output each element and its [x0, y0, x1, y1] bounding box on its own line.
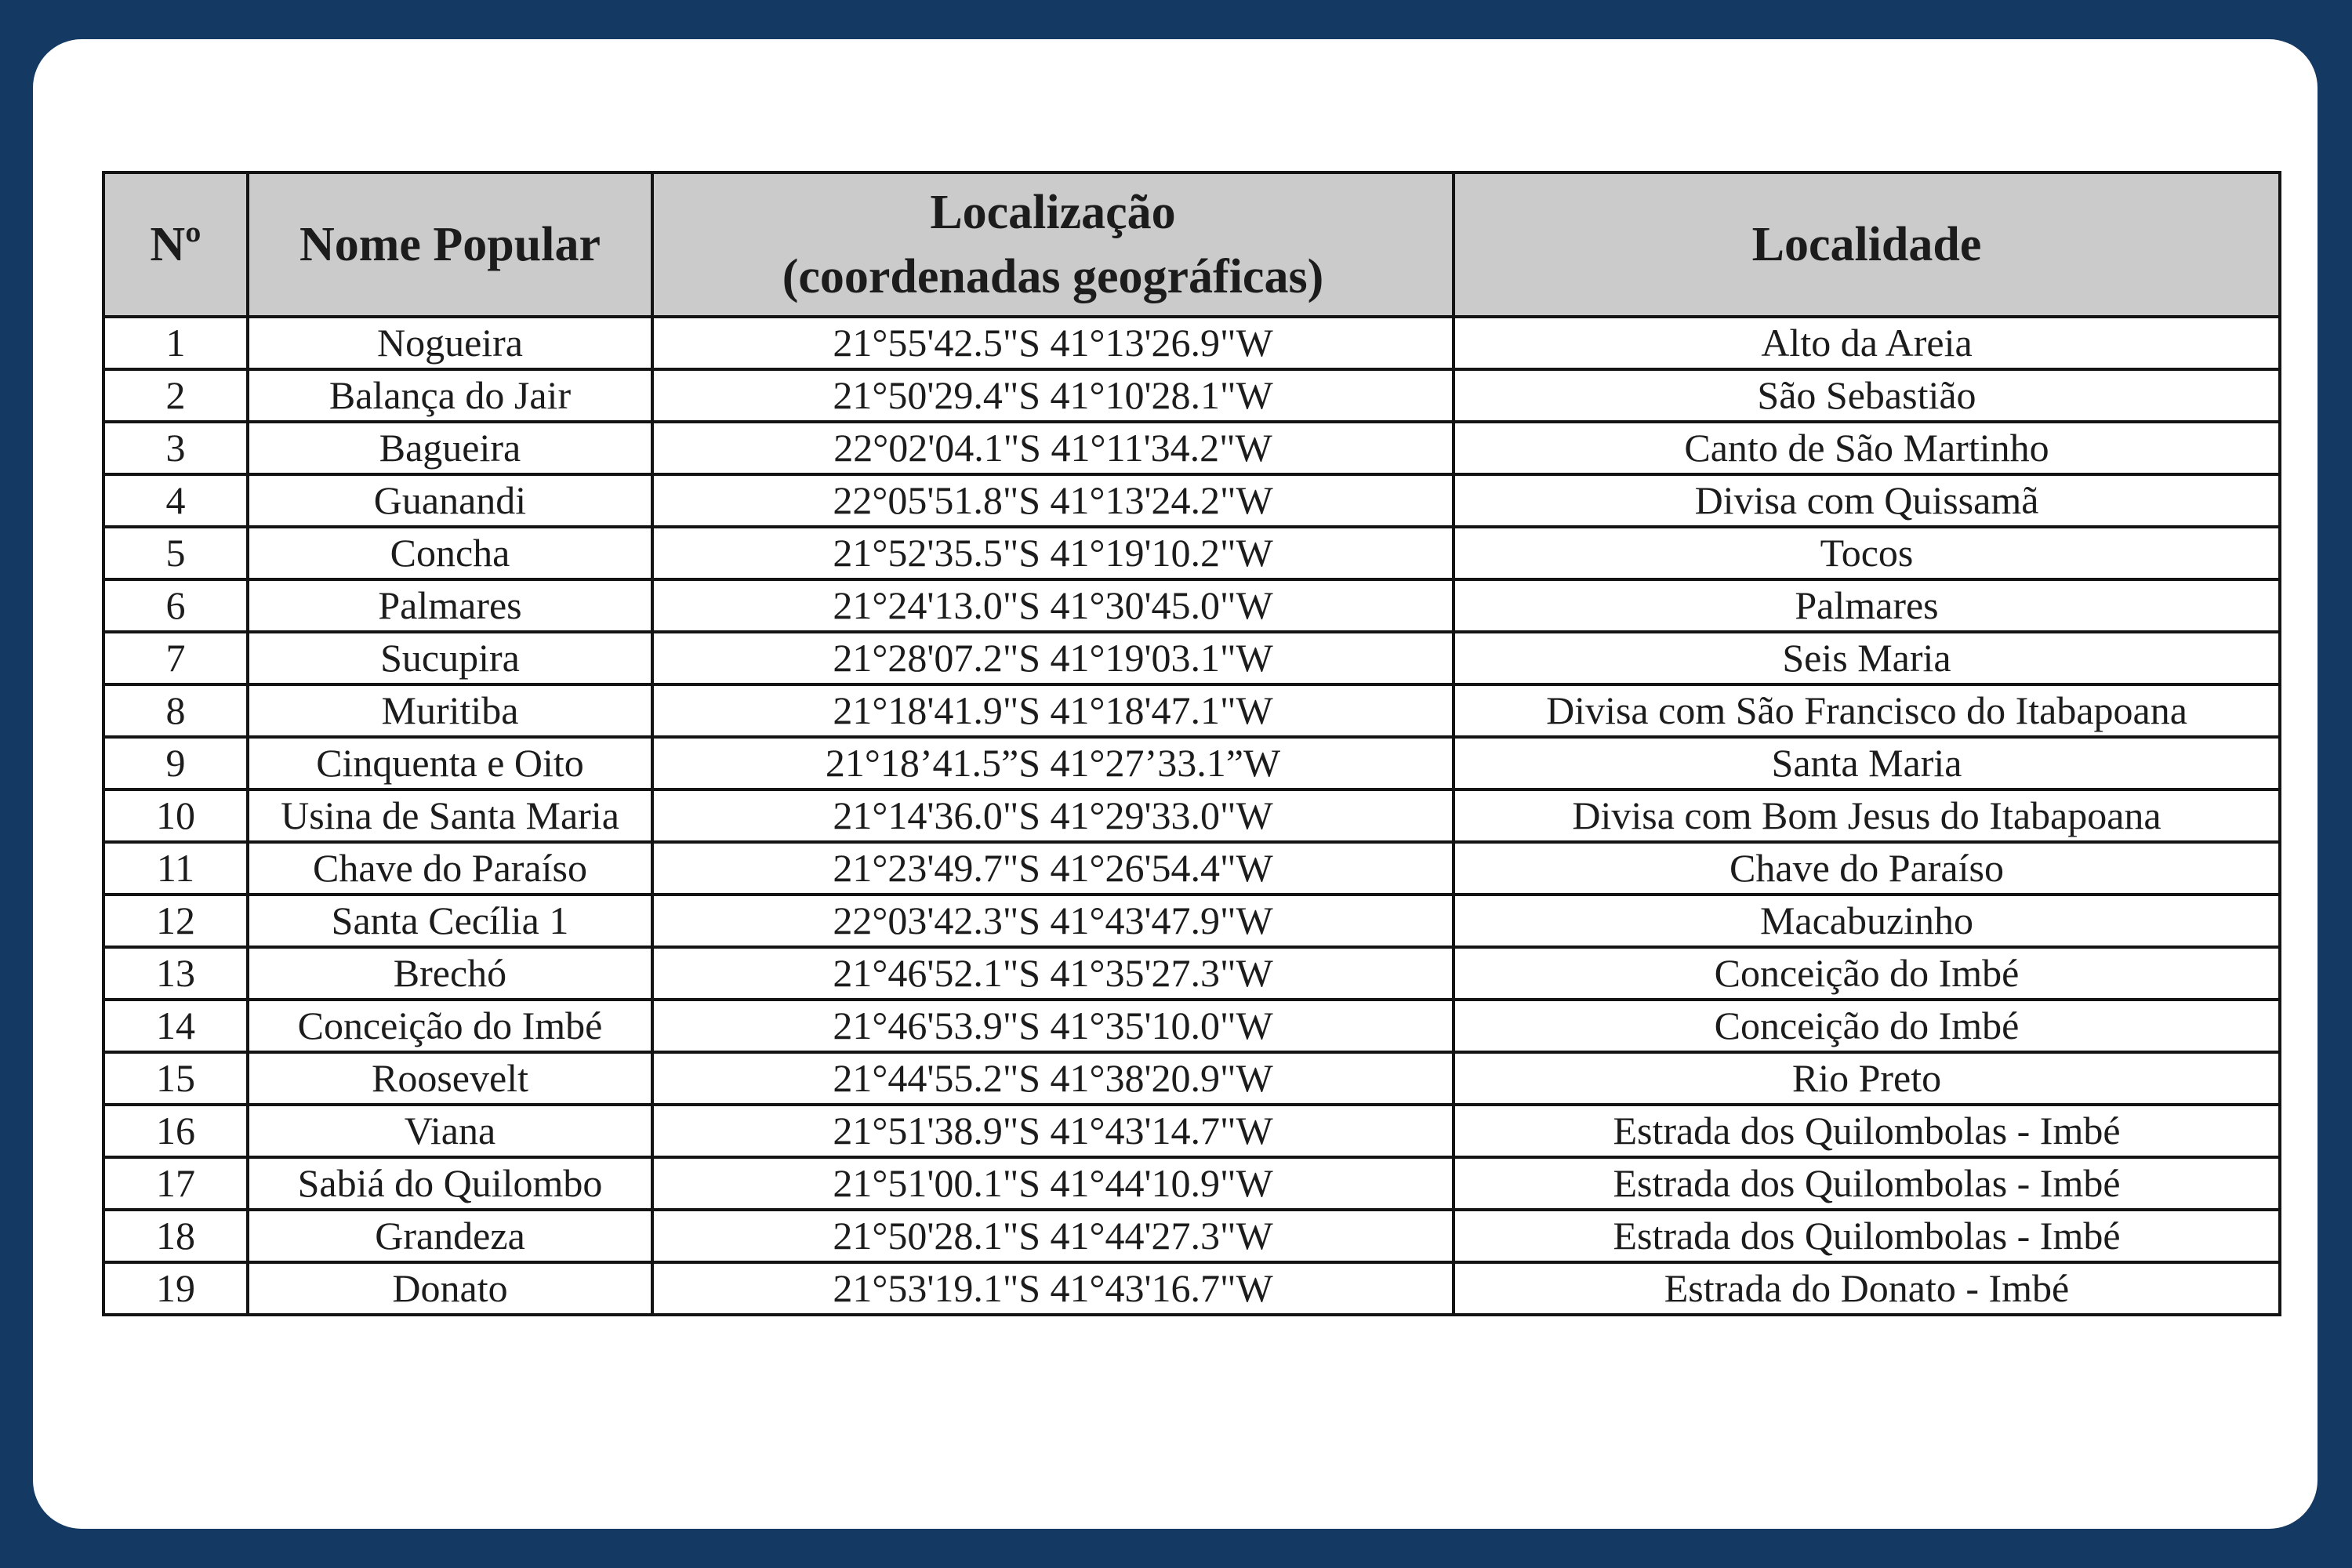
cell-popular-name: Brechó — [248, 947, 652, 1000]
header-location-line2: (coordenadas geográficas) — [782, 250, 1324, 303]
header-locality: Localidade — [1454, 172, 2280, 317]
table-row — [103, 369, 2280, 422]
header-number: Nº — [103, 172, 248, 317]
table-row — [103, 1210, 2280, 1262]
cell-locality: Divisa com Bom Jesus do Itabapoana — [1454, 789, 2280, 842]
cell-coordinates: 21°18’41.5”S 41°27’33.1”W — [652, 737, 1454, 789]
table-row — [103, 474, 2280, 527]
cell-number: 7 — [103, 632, 248, 684]
data-table — [102, 171, 2281, 1316]
cell-number: 6 — [103, 579, 248, 632]
cell-locality: Tocos — [1454, 527, 2280, 579]
cell-number: 14 — [103, 1000, 248, 1052]
cell-coordinates: 21°55'42.5"S 41°13'26.9"W — [652, 317, 1454, 369]
table-row — [103, 1262, 2280, 1315]
table-row — [103, 1052, 2280, 1105]
cell-popular-name: Donato — [248, 1262, 652, 1315]
header-location — [652, 172, 1454, 317]
cell-popular-name: Nogueira — [248, 317, 652, 369]
header-popular-name: Nome Popular — [248, 172, 652, 317]
cell-number: 19 — [103, 1262, 248, 1315]
table-header — [103, 172, 2280, 317]
cell-number: 4 — [103, 474, 248, 527]
cell-popular-name: Palmares — [248, 579, 652, 632]
table-row — [103, 1000, 2280, 1052]
cell-locality: Estrada dos Quilombolas - Imbé — [1454, 1105, 2280, 1157]
table-row — [103, 1157, 2280, 1210]
cell-locality: Divisa com São Francisco do Itabapoana — [1454, 684, 2280, 737]
cell-popular-name: Conceição do Imbé — [248, 1000, 652, 1052]
cell-locality: Estrada dos Quilombolas - Imbé — [1454, 1210, 2280, 1262]
cell-locality: Estrada dos Quilombolas - Imbé — [1454, 1157, 2280, 1210]
cell-coordinates: 21°46'53.9"S 41°35'10.0"W — [652, 1000, 1454, 1052]
cell-number: 17 — [103, 1157, 248, 1210]
cell-locality: Seis Maria — [1454, 632, 2280, 684]
cell-number: 3 — [103, 422, 248, 474]
cell-locality: Conceição do Imbé — [1454, 947, 2280, 1000]
table-row — [103, 579, 2280, 632]
cell-locality: Alto da Areia — [1454, 317, 2280, 369]
cell-popular-name: Bagueira — [248, 422, 652, 474]
cell-popular-name: Viana — [248, 1105, 652, 1157]
cell-number: 12 — [103, 895, 248, 947]
cell-number: 2 — [103, 369, 248, 422]
table-row — [103, 895, 2280, 947]
cell-number: 15 — [103, 1052, 248, 1105]
cell-number: 8 — [103, 684, 248, 737]
cell-coordinates: 21°51'00.1"S 41°44'10.9"W — [652, 1157, 1454, 1210]
cell-coordinates: 22°03'42.3"S 41°43'47.9"W — [652, 895, 1454, 947]
cell-popular-name: Cinquenta e Oito — [248, 737, 652, 789]
cell-number: 1 — [103, 317, 248, 369]
cell-popular-name: Guanandi — [248, 474, 652, 527]
cell-number: 13 — [103, 947, 248, 1000]
header-row — [103, 172, 2280, 317]
cell-popular-name: Roosevelt — [248, 1052, 652, 1105]
cell-coordinates: 21°44'55.2"S 41°38'20.9"W — [652, 1052, 1454, 1105]
cell-coordinates: 21°50'29.4"S 41°10'28.1"W — [652, 369, 1454, 422]
table-row — [103, 684, 2280, 737]
cell-popular-name: Concha — [248, 527, 652, 579]
cell-number: 9 — [103, 737, 248, 789]
table-row — [103, 789, 2280, 842]
cell-number: 5 — [103, 527, 248, 579]
table-row — [103, 947, 2280, 1000]
cell-number: 16 — [103, 1105, 248, 1157]
cell-coordinates: 21°28'07.2"S 41°19'03.1"W — [652, 632, 1454, 684]
cell-coordinates: 21°53'19.1"S 41°43'16.7"W — [652, 1262, 1454, 1315]
cell-coordinates: 21°24'13.0"S 41°30'45.0"W — [652, 579, 1454, 632]
cell-coordinates: 21°14'36.0"S 41°29'33.0"W — [652, 789, 1454, 842]
cell-coordinates: 22°05'51.8"S 41°13'24.2"W — [652, 474, 1454, 527]
cell-number: 11 — [103, 842, 248, 895]
cell-popular-name: Usina de Santa Maria — [248, 789, 652, 842]
cell-locality: Divisa com Quissamã — [1454, 474, 2280, 527]
document-card — [33, 39, 2318, 1529]
cell-popular-name: Sucupira — [248, 632, 652, 684]
cell-coordinates: 21°23'49.7"S 41°26'54.4"W — [652, 842, 1454, 895]
table-row — [103, 527, 2280, 579]
header-location-line1: Localização — [930, 186, 1176, 239]
table-body — [103, 317, 2280, 1315]
cell-locality: Macabuzinho — [1454, 895, 2280, 947]
cell-popular-name: Balança do Jair — [248, 369, 652, 422]
table-row — [103, 317, 2280, 369]
cell-locality: Canto de São Martinho — [1454, 422, 2280, 474]
cell-popular-name: Grandeza — [248, 1210, 652, 1262]
table-row — [103, 1105, 2280, 1157]
cell-popular-name: Chave do Paraíso — [248, 842, 652, 895]
cell-popular-name: Santa Cecília 1 — [248, 895, 652, 947]
table-row — [103, 737, 2280, 789]
cell-locality: Palmares — [1454, 579, 2280, 632]
cell-coordinates: 22°02'04.1"S 41°11'34.2"W — [652, 422, 1454, 474]
cell-coordinates: 21°52'35.5"S 41°19'10.2"W — [652, 527, 1454, 579]
cell-locality: São Sebastião — [1454, 369, 2280, 422]
table-row — [103, 422, 2280, 474]
cell-locality: Santa Maria — [1454, 737, 2280, 789]
cell-coordinates: 21°51'38.9"S 41°43'14.7"W — [652, 1105, 1454, 1157]
cell-popular-name: Sabiá do Quilombo — [248, 1157, 652, 1210]
table-row — [103, 842, 2280, 895]
cell-coordinates: 21°50'28.1"S 41°44'27.3"W — [652, 1210, 1454, 1262]
cell-popular-name: Muritiba — [248, 684, 652, 737]
table-row — [103, 632, 2280, 684]
cell-number: 18 — [103, 1210, 248, 1262]
cell-locality: Conceição do Imbé — [1454, 1000, 2280, 1052]
cell-coordinates: 21°18'41.9"S 41°18'47.1"W — [652, 684, 1454, 737]
cell-locality: Estrada do Donato - Imbé — [1454, 1262, 2280, 1315]
cell-coordinates: 21°46'52.1"S 41°35'27.3"W — [652, 947, 1454, 1000]
cell-locality: Chave do Paraíso — [1454, 842, 2280, 895]
cell-number: 10 — [103, 789, 248, 842]
cell-locality: Rio Preto — [1454, 1052, 2280, 1105]
